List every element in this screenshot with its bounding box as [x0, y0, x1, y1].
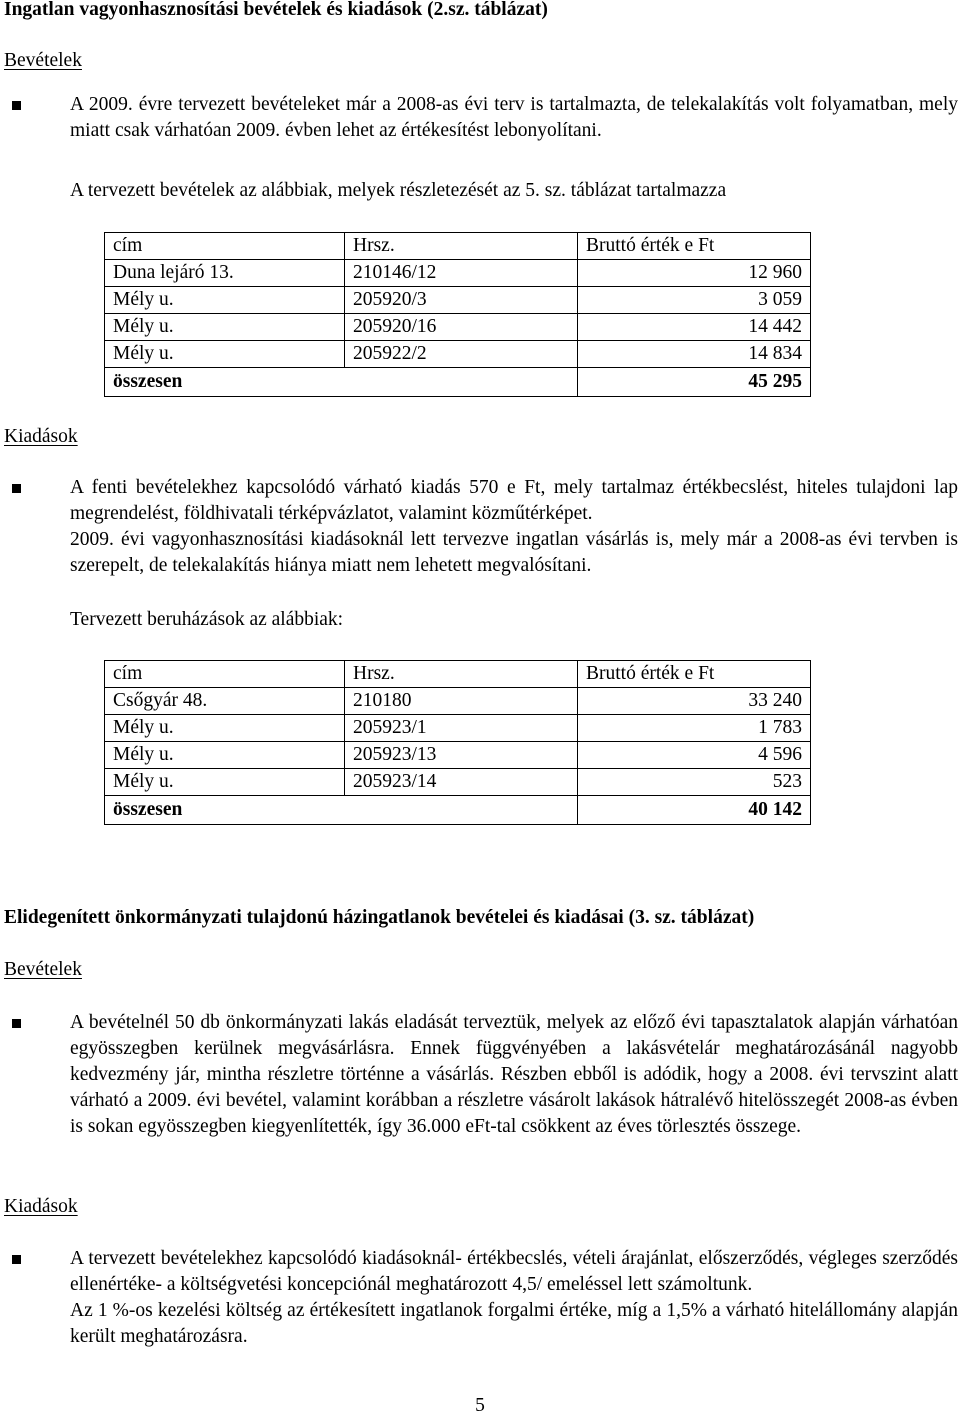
expense-paragraph-2-text: 2009. évi vagyonhasznosítási kiadásoknál lett tervezve ingatlan vásárlás is, mely már a 2008-as évi tervben is szerepelt, de telekalakítás hiánya miatt nem lehetett megvalósítani.: [70, 529, 958, 576]
table-cell: Mély u.: [105, 341, 345, 368]
income-table-header-hrsz: Hrsz.: [345, 233, 578, 260]
table-cell: Duna lejáró 13.: [105, 260, 345, 287]
bullet-icon: [12, 1255, 21, 1264]
bullet-icon: [12, 484, 21, 493]
table-row: [105, 688, 811, 715]
table-cell: 14 442: [578, 314, 811, 341]
table-row: [105, 341, 811, 368]
table-cell: 205923/1: [345, 715, 578, 742]
table-row: [105, 769, 811, 796]
table-cell: Mély u.: [105, 769, 345, 796]
table-cell: 210180: [345, 688, 578, 715]
income-paragraph-3: [70, 1010, 958, 1140]
investments-table-header-hrsz: Hrsz.: [345, 661, 578, 688]
table-total-row: [105, 796, 811, 825]
table-cell: 523: [578, 769, 811, 796]
table-cell: 205923/14: [345, 769, 578, 796]
table-total-row: [105, 368, 811, 397]
table-cell: Csőgyár 48.: [105, 688, 345, 715]
income-paragraph-1: [70, 92, 958, 144]
income-heading-1: Bevételek: [4, 50, 82, 71]
table-cell: 205920/16: [345, 314, 578, 341]
table-row: [105, 742, 811, 769]
expense-heading-2: Kiadások: [4, 1196, 78, 1217]
table-cell: 205922/2: [345, 341, 578, 368]
table-cell: 33 240: [578, 688, 811, 715]
income-paragraph-2: A tervezett bevételek az alábbiak, melyek részletezését az 5. sz. táblázat tartalmazza: [70, 180, 727, 201]
investments-table-header-value: Bruttó érték e Ft: [578, 661, 811, 688]
table-total-label: összesen: [105, 796, 578, 825]
table-cell: Mély u.: [105, 314, 345, 341]
table-total-value: 45 295: [578, 368, 811, 397]
table-cell: Mély u.: [105, 715, 345, 742]
table-cell: 205920/3: [345, 287, 578, 314]
section-2-title: Elidegenített önkormányzati tulajdonú házingatlanok bevételei és kiadásai (3. sz. táblázat): [4, 907, 755, 928]
table-cell: 205923/13: [345, 742, 578, 769]
investments-table: [104, 660, 811, 825]
income-paragraph-3-text: A bevételnél 50 db önkormányzati lakás eladását terveztük, melyek az előző évi tapasztalatok alapján várhatóan egyösszegben kerülnek megvásárlásra. Ennek függvényében a lakásvételár meghatározásánál nagyobb kedvezmény jár, mintha részletre történne a vásárlás. Részben ebből is adódik, hogy a 2008. évi tervszint alatt várható a 2009. évi bevétel, valamint korábban a részletre vásárolt lakások hátralévő hitelösszegét 2008-as évben is sokan egyösszegben kiegyenlítették, így 36.000 eFt-tal csökkent az éves törlesztés összege.: [70, 1012, 958, 1137]
income-heading-2: Bevételek: [4, 959, 82, 980]
expense-paragraph-3-text: A tervezett bevételekhez kapcsolódó kiadásoknál- értékbecslés, vételi árajánlat, előszerződés, végleges szerződés ellenértéke- a költségvetési koncepciónál meghatározott 4,5/ emeléssel lett számoltunk.: [70, 1248, 958, 1295]
section-1-title: Ingatlan vagyonhasznosítási bevételek és kiadások (2.sz. táblázat): [4, 0, 548, 20]
table-cell: 1 783: [578, 715, 811, 742]
table-row: [105, 287, 811, 314]
expense-paragraph-1-text: A fenti bevételekhez kapcsolódó várható kiadás 570 e Ft, mely tartalmaz értékbecslést, hiteles tulajdoni lap megrendelést, földhivatali térképvázlatot, valamint közműtérképet.: [70, 477, 958, 524]
table-total-label: összesen: [105, 368, 578, 397]
table-cell: 210146/12: [345, 260, 578, 287]
expense-heading-1: Kiadások: [4, 426, 78, 447]
income-table: [104, 232, 811, 397]
income-table-header-address: cím: [105, 233, 345, 260]
expense-paragraph: [70, 475, 958, 579]
table-cell: Mély u.: [105, 287, 345, 314]
table-total-value: 40 142: [578, 796, 811, 825]
table-cell: 12 960: [578, 260, 811, 287]
table-row: [105, 260, 811, 287]
table-cell: 14 834: [578, 341, 811, 368]
table-cell: 4 596: [578, 742, 811, 769]
income-paragraph-1-text: A 2009. évre tervezett bevételeket már a 2008-as évi terv is tartalmazta, de telekalakítás volt folyamatban, mely miatt csak várhatóan 2009. évben lehet az értékesítést lebonyolítani.: [70, 94, 958, 141]
expense-paragraph-4-text: Az 1 %-os kezelési költség az értékesített ingatlanok forgalmi értéke, míg a 1,5% a várható hitelállomány alapján került meghatározásra.: [70, 1300, 958, 1347]
investments-intro: Tervezett beruházások az alábbiak:: [70, 609, 344, 630]
table-cell: Mély u.: [105, 742, 345, 769]
table-row: [105, 314, 811, 341]
table-cell: 3 059: [578, 287, 811, 314]
income-table-header-value: Bruttó érték e Ft: [578, 233, 811, 260]
investments-table-header-address: cím: [105, 661, 345, 688]
page-number: 5: [475, 1395, 485, 1416]
table-row: [105, 715, 811, 742]
expense-paragraph-section-2: [70, 1246, 958, 1350]
bullet-icon: [12, 101, 21, 110]
bullet-icon: [12, 1019, 21, 1028]
